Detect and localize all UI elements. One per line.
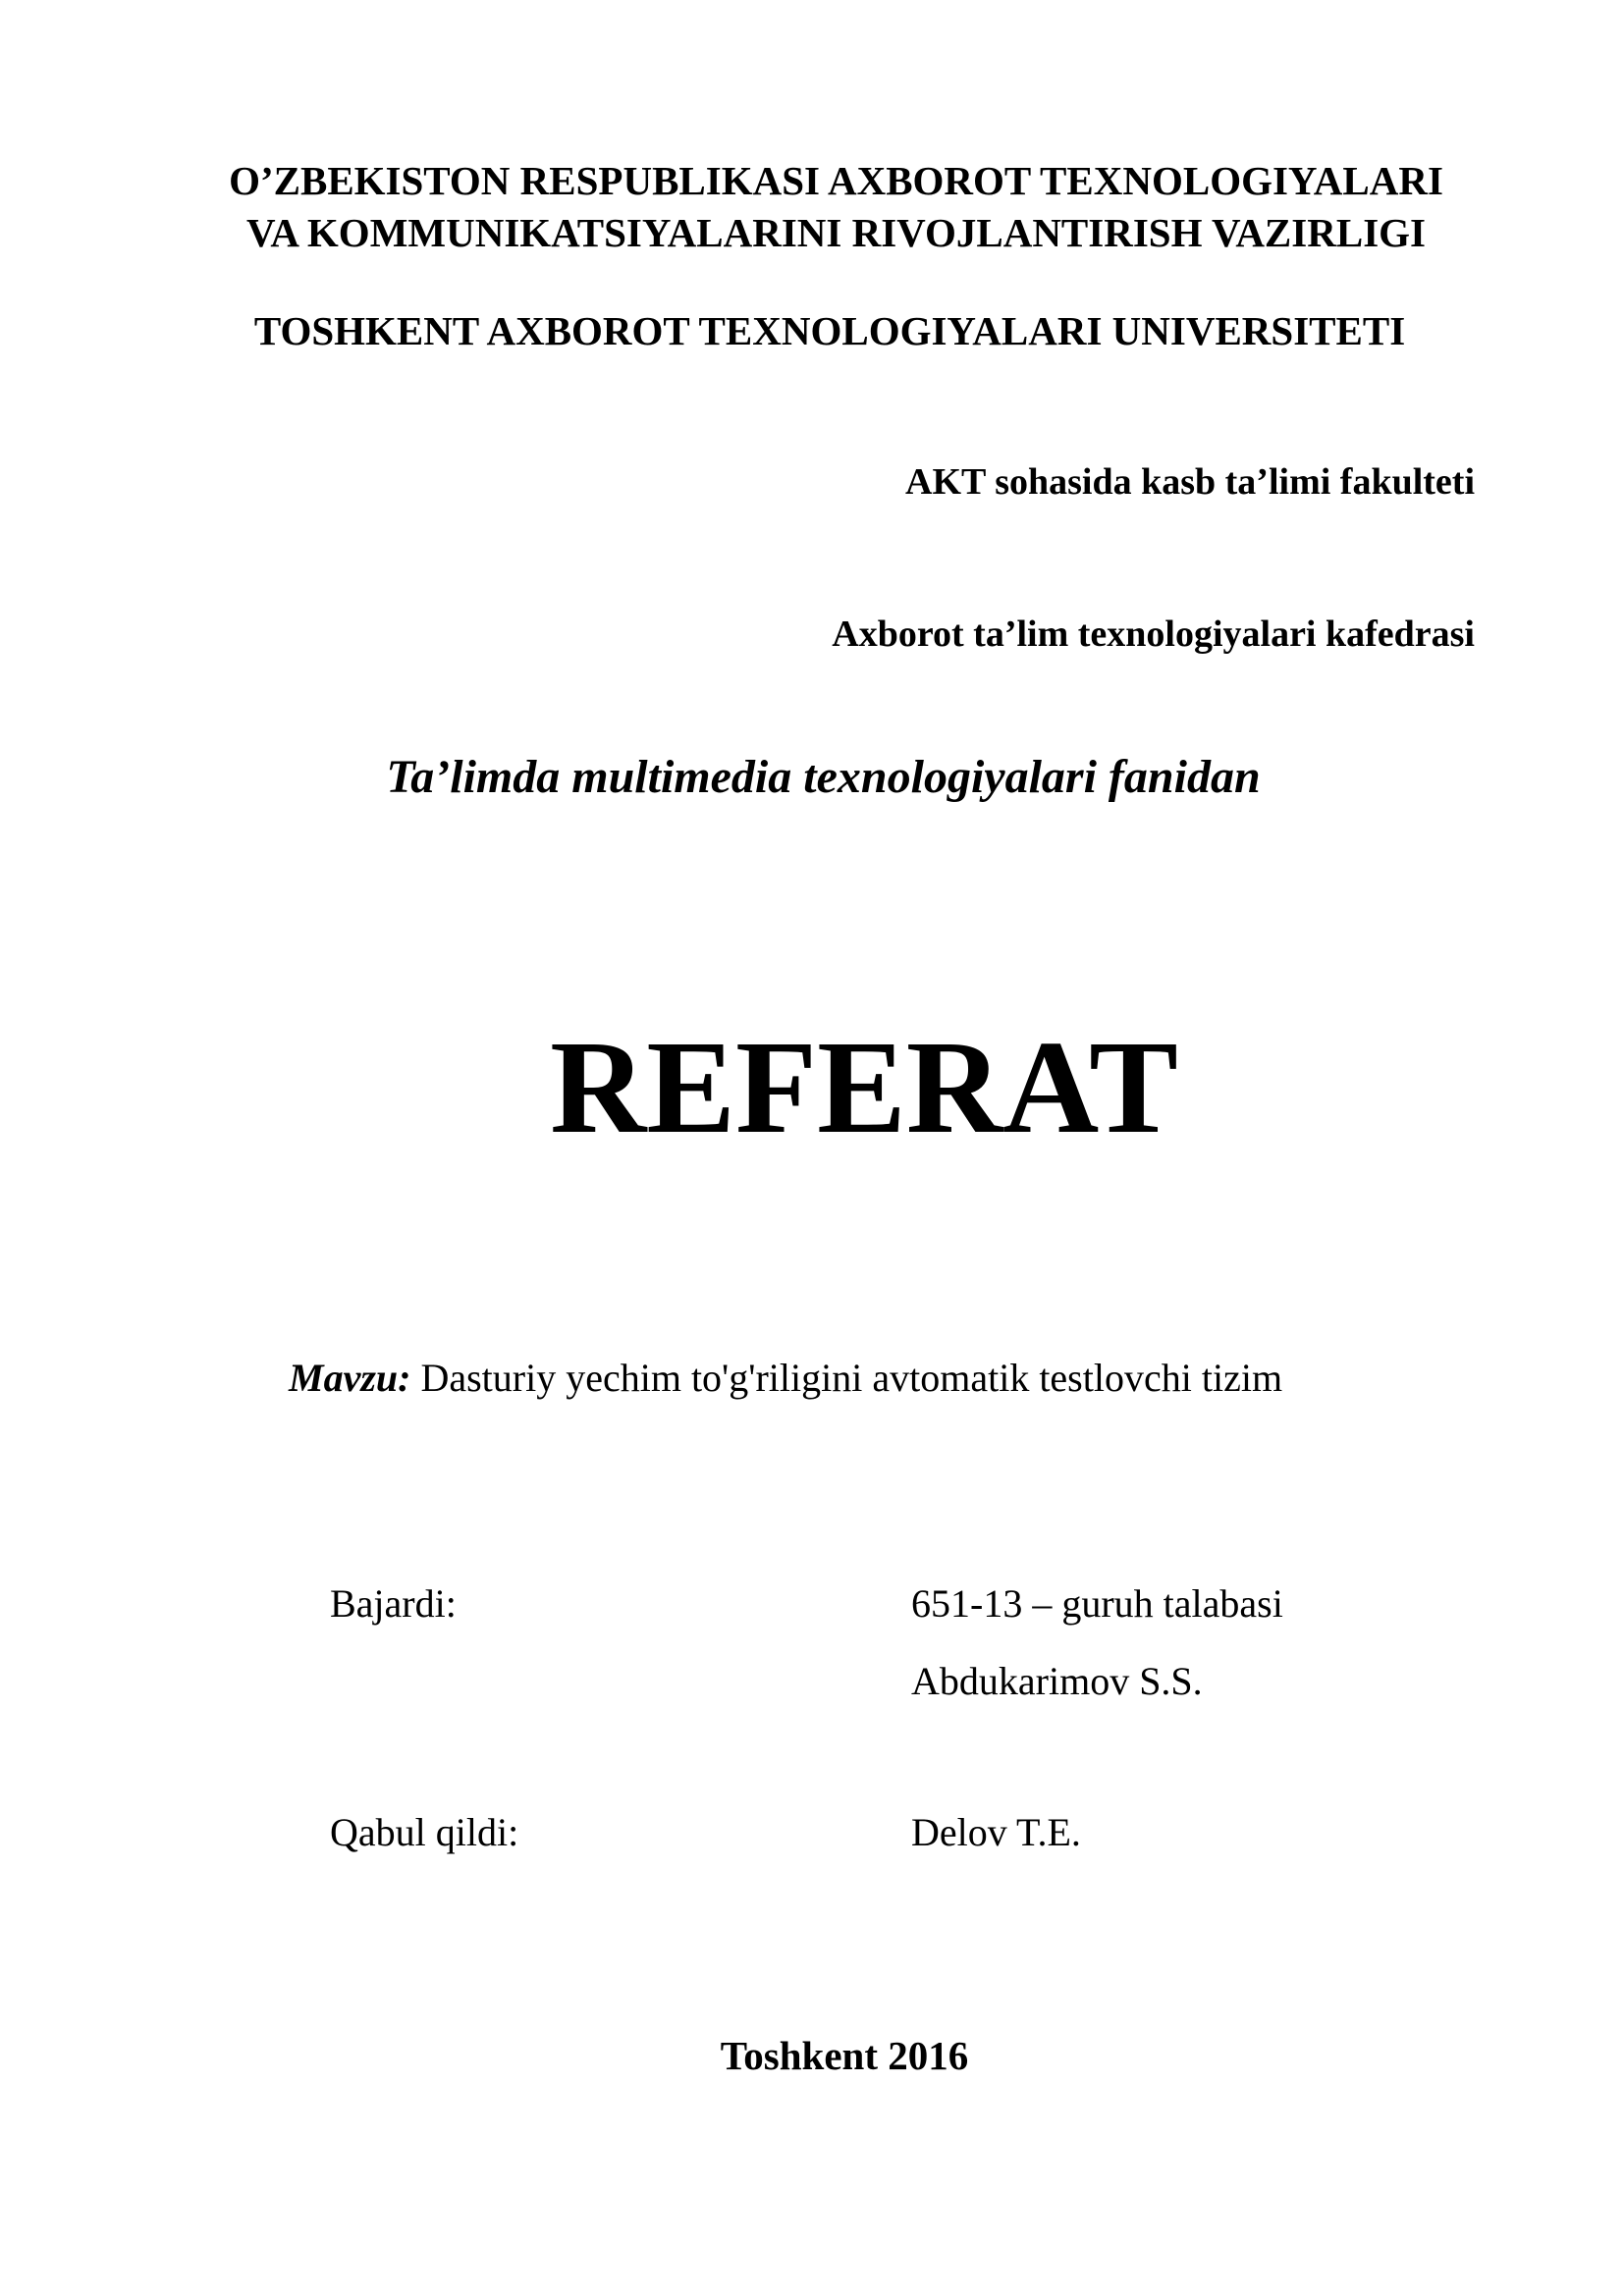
document-title: REFERAT [550, 1014, 1178, 1161]
student-name: Abdukarimov S.S. [911, 1659, 1203, 1703]
university-name: TOSHKENT AXBOROT TEXNOLOGIYALARI UNIVERSITETI [253, 308, 1406, 353]
ministry-title-line-2: VA KOMMUNIKATSIYALARINI RIVOJLANTIRISH VAZIRLIGI [246, 210, 1426, 255]
topic-label: Mavzu: [289, 1356, 411, 1400]
faculty-name: AKT sohasida kasb ta’limi fakulteti [905, 461, 1475, 503]
topic-value: Dasturiy yechim to'g'riligini avtomatik testlovchi tizim [420, 1356, 1283, 1400]
teacher-name: Delov T.E. [911, 1810, 1081, 1854]
topic-line [289, 1353, 1282, 1404]
accepted-by-label: Qabul qildi: [330, 1810, 519, 1854]
ministry-title-line-1: O’ZBEKISTON RESPUBLIKASI AXBOROT TEXNOLOGIYALARI [229, 158, 1443, 203]
performed-by-label: Bajardi: [330, 1581, 457, 1626]
department-name: Axborot ta’lim texnologiyalari kafedrasi [832, 614, 1475, 655]
city-year: Toshkent 2016 [720, 2033, 969, 2078]
subject-title: Ta’limda multimedia texnologiyalari fanidan [386, 751, 1261, 803]
student-group: 651-13 – guruh talabasi [911, 1581, 1283, 1626]
